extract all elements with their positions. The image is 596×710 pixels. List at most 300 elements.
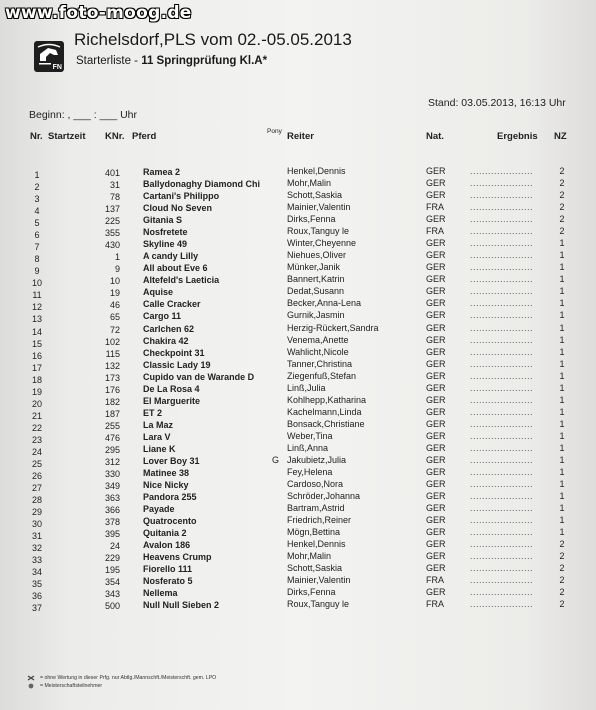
row-rider: Gurnik,Jasmin	[287, 310, 345, 321]
row-result-placeholder: .....................	[470, 298, 534, 309]
row-knr: 363	[104, 493, 120, 504]
row-result-placeholder: .....................	[470, 418, 534, 429]
row-nationality: GER	[426, 178, 446, 189]
row-nationality: GER	[426, 382, 446, 393]
row-nz: 1	[559, 262, 565, 273]
row-rider: Henkel,Dennis	[287, 539, 346, 550]
row-nationality: GER	[426, 370, 446, 381]
row-nz: 2	[559, 226, 565, 237]
row-nr: 15	[31, 338, 42, 349]
row-nz: 2	[559, 563, 565, 574]
row-nationality: GER	[426, 322, 446, 333]
row-knr: 173	[104, 372, 120, 383]
col-header-startzeit: Startzeit	[48, 131, 86, 142]
row-rider: Becker,Anna-Lena	[287, 298, 362, 309]
table-row	[0, 323, 596, 335]
row-nz: 1	[559, 322, 565, 333]
row-rider: Friedrich,Reiner	[287, 515, 352, 526]
row-horse: Payade	[143, 504, 175, 515]
row-knr: 295	[104, 444, 120, 455]
row-nz: 1	[559, 418, 565, 429]
table-row	[0, 479, 596, 494]
row-nationality: GER	[426, 250, 446, 261]
row-horse: Classic Lady 19	[143, 359, 211, 370]
row-nationality: GER	[426, 394, 446, 405]
row-nz: 1	[559, 515, 565, 526]
row-nz: 2	[559, 539, 565, 550]
row-knr: 182	[104, 396, 120, 407]
col-header-pferd: Pferd	[132, 131, 157, 142]
table-row	[0, 599, 596, 614]
row-nationality: GER	[426, 491, 446, 502]
row-nationality: GER	[426, 539, 446, 550]
row-nz: 2	[559, 214, 565, 225]
row-nz: 1	[559, 274, 565, 285]
row-rider: Venema,Anette	[287, 334, 349, 345]
row-result-placeholder: .....................	[470, 442, 534, 453]
row-nr: 30	[31, 519, 42, 530]
col-header-nr: Nr.	[30, 131, 43, 142]
row-knr: 343	[104, 589, 120, 600]
table-row	[0, 347, 596, 359]
row-nr: 28	[31, 495, 42, 506]
row-rider: Linß,Julia	[287, 382, 326, 393]
row-nz: 1	[559, 310, 565, 321]
row-rider: Wahlicht,Nicole	[287, 346, 349, 357]
row-knr: 72	[109, 324, 120, 335]
row-result-placeholder: .....................	[470, 479, 534, 490]
table-row	[0, 575, 596, 590]
row-knr: 312	[104, 456, 120, 467]
row-result-placeholder: .....................	[470, 202, 534, 213]
row-nr: 31	[31, 531, 42, 542]
table-row	[0, 503, 596, 518]
col-header-knr: KNr.	[105, 131, 125, 142]
row-horse: Nosferato 5	[143, 576, 193, 587]
row-nz: 1	[559, 346, 565, 357]
row-knr: 78	[109, 192, 120, 203]
row-nationality: GER	[426, 346, 446, 357]
row-rider: Roux,Tanguy le	[287, 226, 350, 237]
row-horse: All about Eve 6	[143, 263, 208, 274]
row-rider: Mainier,Valentin	[287, 202, 351, 213]
row-nationality: GER	[426, 286, 446, 297]
row-nz: 1	[559, 479, 565, 490]
row-nationality: GER	[426, 238, 446, 249]
row-horse: La Maz	[143, 419, 174, 430]
row-knr: 476	[104, 432, 120, 443]
row-knr: 349	[104, 481, 120, 492]
row-rider: Niehues,Oliver	[287, 250, 347, 261]
row-nr: 35	[31, 579, 42, 590]
row-nz: 1	[559, 238, 565, 249]
row-nationality: GER	[426, 563, 446, 574]
row-result-placeholder: .....................	[470, 382, 534, 393]
row-nr: 4	[34, 206, 40, 217]
row-horse: Chakira 42	[143, 335, 189, 346]
row-nr: 7	[34, 242, 40, 253]
row-knr: 430	[104, 240, 120, 251]
row-result-placeholder: .....................	[470, 551, 534, 562]
row-nz: 1	[559, 334, 565, 345]
row-nationality: GER	[426, 503, 446, 514]
table-row	[0, 359, 596, 371]
row-nr: 13	[31, 314, 42, 325]
row-nationality: FRA	[426, 599, 444, 610]
row-rider: Mainier,Valentin	[287, 575, 351, 586]
row-nationality: GER	[426, 479, 446, 490]
row-nz: 1	[559, 394, 565, 405]
row-knr: 255	[104, 420, 120, 431]
row-result-placeholder: .....................	[470, 322, 534, 333]
row-horse: Quatrocento	[143, 516, 197, 527]
row-rider: Cardoso,Nora	[287, 479, 344, 490]
row-nz: 1	[559, 503, 565, 514]
row-result-placeholder: .....................	[470, 190, 534, 201]
row-rider: Roux,Tanguy le	[287, 599, 350, 610]
row-knr: 225	[104, 216, 120, 227]
row-knr: 187	[104, 408, 120, 419]
logo-text: FN	[52, 64, 62, 71]
row-horse: Altefeld's Laeticia	[143, 275, 220, 286]
table-row	[0, 491, 596, 506]
row-horse: El Marguerite	[143, 395, 201, 406]
col-header-nz: NZ	[554, 131, 567, 142]
row-rider: Bannert,Katrin	[287, 274, 345, 285]
row-rider: Henkel,Dennis	[287, 166, 346, 176]
row-rider: Jakubietz,Julia	[287, 454, 347, 465]
row-rider: Fey,Helena	[287, 467, 333, 477]
row-knr: 176	[104, 384, 120, 395]
row-rider: Dedat,Susann	[287, 286, 345, 297]
row-nr: 16	[31, 350, 42, 361]
row-nr: 9	[34, 266, 40, 277]
row-rider: Dirks,Fenna	[287, 214, 336, 225]
row-nz: 2	[559, 178, 565, 189]
row-knr: 132	[104, 360, 120, 371]
row-nr: 5	[34, 218, 40, 229]
row-nz: 1	[559, 370, 565, 381]
row-nationality: GER	[426, 551, 446, 562]
row-nationality: GER	[426, 262, 446, 273]
row-nr: 21	[31, 410, 42, 421]
row-nationality: GER	[426, 430, 446, 441]
row-horse: A candy Lilly	[143, 251, 199, 262]
row-nr: 32	[31, 543, 42, 554]
table-row	[0, 262, 596, 277]
row-horse: Liane K	[143, 443, 176, 454]
row-horse: De La Rosa 4	[143, 383, 200, 394]
row-rider: Schröder,Johanna	[287, 491, 361, 502]
row-nationality: GER	[426, 442, 446, 453]
row-nr: 18	[31, 374, 42, 385]
row-rider: Mögn,Bettina	[287, 527, 341, 538]
row-result-placeholder: .....................	[470, 166, 534, 176]
row-nationality: GER	[426, 334, 446, 345]
row-horse: Pandora 255	[143, 492, 197, 503]
table-row	[0, 238, 596, 253]
row-rider: Tanner,Christina	[287, 358, 353, 369]
row-horse: Nellema	[143, 588, 178, 599]
row-nr: 25	[31, 458, 42, 469]
row-result-placeholder: .....................	[470, 406, 534, 417]
table-row	[0, 443, 596, 455]
row-nr: 10	[31, 278, 42, 289]
row-nr: 2	[34, 182, 40, 193]
row-nr: 33	[31, 555, 42, 566]
row-nationality: FRA	[426, 202, 444, 213]
row-rider: Kachelmann,Linda	[287, 406, 362, 417]
row-nationality: GER	[426, 214, 446, 225]
row-nz: 1	[559, 430, 565, 441]
col-header-reiter: Reiter	[287, 131, 314, 142]
row-result-placeholder: .....................	[470, 491, 534, 502]
row-horse: Cloud No Seven	[143, 203, 213, 214]
row-nz: 2	[559, 166, 565, 176]
row-knr: 9	[114, 264, 120, 275]
row-horse: Lara V	[143, 431, 171, 442]
table-row	[0, 551, 596, 566]
row-rider: Bartram,Astrid	[287, 503, 345, 514]
row-knr: 378	[104, 517, 120, 528]
row-nationality: GER	[426, 467, 446, 477]
table-row	[0, 298, 596, 313]
row-result-placeholder: .....................	[470, 539, 534, 550]
table-row	[0, 214, 596, 229]
fn-logo-icon	[34, 41, 64, 72]
row-rider: Dirks,Fenna	[287, 587, 336, 598]
row-nationality: GER	[426, 358, 446, 369]
row-horse: Lover Boy 31	[143, 455, 200, 466]
row-nz: 1	[559, 467, 565, 477]
row-horse: Ramea 2	[143, 167, 181, 177]
footnote-no-rating: = ohne Wertung in dieser Prfg. nur Abtlg./Mannschft./Meisterschft. gem. LPO	[40, 675, 217, 681]
row-horse: ET 2	[143, 407, 163, 418]
row-knr: 1	[114, 252, 120, 263]
row-result-placeholder: .....................	[470, 178, 534, 189]
row-knr: 19	[109, 288, 120, 299]
row-nr: 19	[31, 386, 42, 397]
row-nz: 1	[559, 358, 565, 369]
row-nr: 37	[31, 603, 42, 614]
row-horse: Matinee 38	[143, 468, 190, 478]
row-nr: 17	[31, 362, 42, 373]
row-knr: 102	[104, 336, 120, 347]
row-result-placeholder: .....................	[470, 515, 534, 526]
row-result-placeholder: .....................	[470, 599, 534, 610]
row-nr: 3	[34, 194, 40, 205]
col-header-nat: Nat.	[426, 131, 444, 142]
row-nz: 2	[559, 202, 565, 213]
row-result-placeholder: .....................	[470, 226, 534, 237]
row-nationality: GER	[426, 454, 446, 465]
row-result-placeholder: .....................	[470, 214, 534, 225]
row-nationality: FRA	[426, 575, 444, 586]
row-horse: Fiorello 111	[143, 564, 193, 575]
row-knr: 229	[104, 553, 120, 564]
row-knr: 24	[109, 541, 120, 552]
no-rating-icon	[27, 675, 35, 681]
row-nationality: GER	[426, 298, 446, 309]
start-time-line: Beginn: , ___ : ___ Uhr	[29, 109, 137, 121]
row-nationality: FRA	[426, 226, 444, 237]
row-nr: 8	[34, 254, 40, 265]
row-nr: 36	[31, 591, 42, 602]
row-knr: 137	[104, 204, 120, 215]
table-row	[0, 515, 596, 530]
row-nz: 1	[559, 491, 565, 502]
table-row	[0, 383, 596, 395]
row-nr: 22	[31, 422, 42, 433]
row-nr: 34	[31, 567, 42, 578]
col-header-pony: Pony	[267, 128, 282, 135]
row-nationality: GER	[426, 587, 446, 598]
row-result-placeholder: .....................	[470, 262, 534, 273]
row-horse: Aquise	[143, 287, 174, 298]
row-knr: 195	[104, 565, 120, 576]
row-nz: 1	[559, 442, 565, 453]
row-knr: 395	[104, 529, 120, 540]
row-rider: Winter,Cheyenne	[287, 238, 357, 249]
row-result-placeholder: .....................	[470, 527, 534, 538]
row-knr: 366	[104, 505, 120, 516]
row-rider: Linß,Anna	[287, 442, 329, 453]
row-horse: Ballydonaghy Diamond Chi	[143, 179, 261, 190]
row-knr: 354	[104, 577, 120, 588]
table-row	[0, 166, 596, 178]
row-nz: 1	[559, 406, 565, 417]
row-knr: 500	[104, 601, 120, 612]
row-result-placeholder: .....................	[470, 394, 534, 405]
row-horse: Quitania 2	[143, 528, 187, 539]
row-rider: Münker,Janik	[287, 262, 341, 273]
table-row	[0, 274, 596, 289]
row-nz: 2	[559, 599, 565, 610]
row-result-placeholder: .....................	[470, 358, 534, 369]
row-nationality: GER	[426, 515, 446, 526]
row-result-placeholder: .....................	[470, 467, 534, 477]
row-result-placeholder: .....................	[470, 286, 534, 297]
row-pony: G	[272, 454, 280, 465]
table-row	[0, 587, 596, 602]
row-rider: Kohlhepp,Katharina	[287, 394, 367, 405]
table-row	[0, 190, 596, 205]
row-knr: 115	[105, 348, 120, 359]
row-nr: 26	[31, 471, 42, 481]
row-result-placeholder: .....................	[470, 274, 534, 285]
row-nz: 1	[559, 286, 565, 297]
row-nz: 1	[559, 250, 565, 261]
row-rider: Mohr,Malin	[287, 178, 332, 189]
row-nationality: GER	[426, 310, 446, 321]
table-row	[0, 335, 596, 347]
row-rider: Ziegenfuß,Stefan	[287, 370, 357, 381]
table-row	[0, 226, 596, 241]
table-row	[0, 539, 596, 554]
row-knr: 31	[109, 180, 120, 191]
row-nr: 24	[31, 446, 42, 457]
row-nationality: GER	[426, 190, 446, 201]
row-nationality: GER	[426, 274, 446, 285]
row-knr: 46	[109, 300, 120, 311]
row-nationality: GER	[426, 527, 446, 538]
status-timestamp: Stand: 03.05.2013, 16:13 Uhr	[428, 97, 566, 109]
row-horse: Checkpoint 31	[143, 347, 205, 358]
row-horse: Heavens Crump	[143, 552, 212, 563]
row-horse: Gitania S	[143, 215, 183, 226]
table-row	[0, 371, 596, 383]
footnote-championship: = Meisterschaftsteilnehmer	[40, 683, 103, 689]
table-row	[0, 467, 596, 479]
row-result-placeholder: .....................	[470, 238, 534, 249]
row-horse: Avalon 186	[143, 540, 191, 551]
row-knr: 401	[104, 168, 120, 178]
row-nz: 1	[559, 527, 565, 538]
row-nz: 2	[559, 551, 565, 562]
table-row	[0, 563, 596, 578]
row-rider: Schott,Saskia	[287, 190, 343, 201]
table-row	[0, 407, 596, 419]
row-result-placeholder: .....................	[470, 250, 534, 261]
row-horse: Cargo 11	[143, 311, 182, 322]
row-nr: 23	[31, 434, 42, 445]
table-row	[0, 202, 596, 217]
row-nationality: GER	[426, 166, 446, 176]
subtitle-prefix: Starterliste -	[76, 55, 142, 67]
row-nationality: GER	[426, 418, 446, 429]
row-knr: 65	[109, 312, 120, 323]
watermark: www.foto-moog.de	[5, 3, 192, 23]
row-horse: Nice Nicky	[143, 480, 189, 491]
table-row	[0, 178, 596, 193]
row-nr: 12	[31, 302, 42, 313]
col-header-ergebnis: Ergebnis	[497, 131, 538, 142]
championship-icon	[27, 683, 35, 689]
row-nr: 29	[31, 507, 42, 518]
table-row	[0, 455, 596, 467]
table-row	[0, 431, 596, 443]
table-row	[0, 286, 596, 301]
row-nz: 1	[559, 454, 565, 465]
page-subtitle	[76, 55, 267, 67]
subtitle-competition: 11 Springprüfung Kl.A*	[141, 55, 268, 67]
row-rider: Mohr,Malin	[287, 551, 332, 562]
row-horse: Carlchen 62	[143, 323, 195, 334]
row-nationality: GER	[426, 406, 446, 417]
row-nz: 2	[559, 575, 565, 586]
row-knr: 330	[104, 469, 120, 479]
row-nr: 1	[34, 170, 40, 180]
row-horse: Calle Cracker	[143, 299, 201, 310]
row-nz: 2	[559, 190, 565, 201]
row-result-placeholder: .....................	[470, 563, 534, 574]
table-row	[0, 527, 596, 542]
row-result-placeholder: .....................	[470, 310, 534, 321]
row-nr: 20	[31, 398, 42, 409]
row-rider: Schott,Saskia	[287, 563, 343, 574]
row-nz: 1	[559, 298, 565, 309]
row-horse: Cupido van de Warande D	[143, 371, 255, 382]
row-horse: Cartani's Philippo	[143, 191, 220, 202]
row-result-placeholder: .....................	[470, 334, 534, 345]
row-result-placeholder: .....................	[470, 370, 534, 381]
row-result-placeholder: .....................	[470, 503, 534, 514]
row-horse: Null Null Sieben 2	[143, 600, 220, 611]
row-rider: Bonsack,Christiane	[287, 418, 365, 429]
row-nr: 14	[31, 326, 42, 337]
row-result-placeholder: .....................	[470, 454, 534, 465]
row-rider: Herzig-Rückert,Sandra	[287, 322, 379, 333]
